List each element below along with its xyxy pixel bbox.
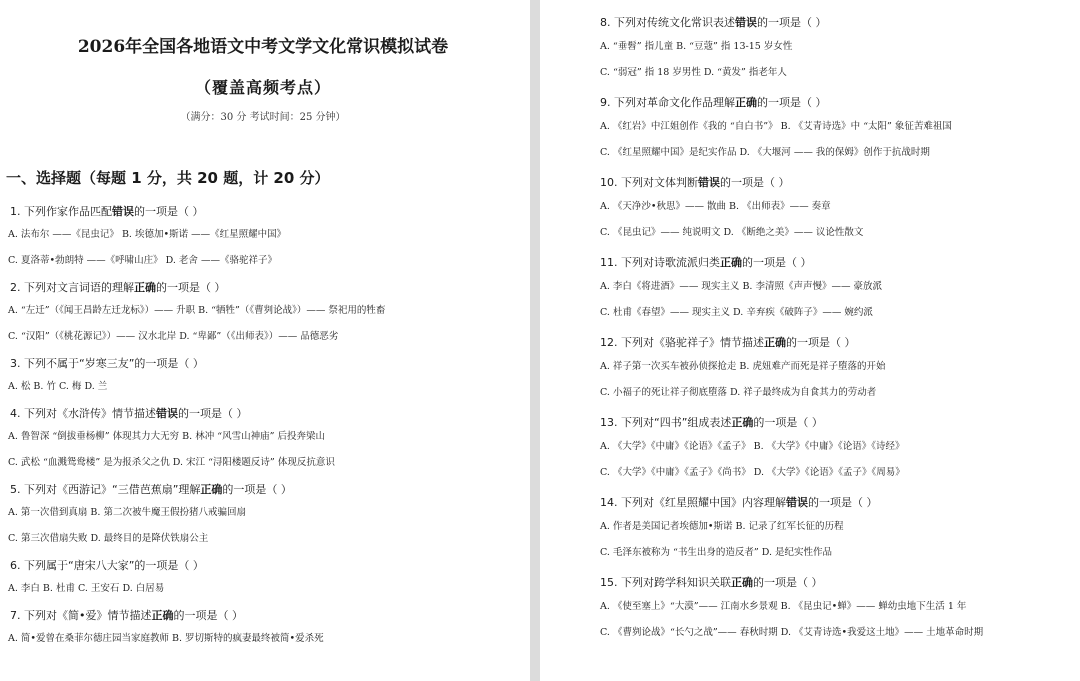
question-stem-tail: 的一项是（ ）	[134, 205, 204, 218]
question-keyword: 错误	[735, 16, 757, 29]
question-keyword: 正确	[731, 576, 753, 589]
question-stem	[600, 332, 1070, 354]
exam-title: 2026年全国各地语文中考文学文化常识模拟试卷	[77, 37, 449, 57]
question-option: A. 李白《将进酒》—— 现实主义 B. 李清照《声声慢》—— 豪放派	[600, 281, 882, 292]
question-stem-text: 6. 下列属于“唐宋八大家”的一项是（ ）	[10, 559, 204, 572]
question-stem-tail: 的一项是（ ）	[808, 496, 878, 509]
question-option	[600, 0, 1070, 6]
question-option: A. 《红岩》中江姐创作《我的 “自白书”》 B. 《艾青诗选》中 “太阳” 象征苦难祖国	[600, 121, 952, 132]
question-option: C. 《昆虫记》—— 纯说明文 D. 《断绝之美》—— 议论性散文	[600, 227, 864, 238]
question-option: A. 简•爱曾在桑菲尔德庄园当家庭教师 B. 罗切斯特的疯妻最终被简•爱杀死	[8, 633, 324, 644]
question-option: C. 《红星照耀中国》是纪实作品 D. 《大堰河 —— 我的保姆》创作于抗战时期	[600, 147, 930, 158]
question-option: C. 毛泽东被称为 “书生出身的造反者” D. 是纪实性作品	[600, 547, 833, 558]
page-right	[540, 0, 1080, 681]
question-stem-tail: 的一项是（ ）	[757, 16, 827, 29]
question-option: A. 松 B. 竹 C. 梅 D. 兰	[8, 381, 108, 392]
question-keyword: 错误	[112, 205, 134, 218]
question-stem	[6, 202, 520, 222]
question-stem	[600, 12, 1070, 34]
exam-subtitle: （覆盖高频考点）	[194, 78, 331, 97]
question-keyword: 错误	[698, 176, 720, 189]
question-stem	[600, 492, 1070, 514]
question-keyword: 正确	[720, 256, 742, 269]
question-keyword: 正确	[151, 609, 174, 622]
question-keyword: 正确	[134, 281, 156, 294]
question-stem	[6, 606, 520, 626]
question-stem	[6, 278, 520, 298]
question-list-right	[600, 0, 1070, 646]
question-option: A. “左迁”（《闻王昌龄左迁龙标》）—— 升职 B. “牺牲”（《曹刿论战》）—— 祭祀用的牲畜	[8, 305, 386, 316]
question-option: A. 《大学》《中庸》《论语》《孟子》 B. 《大学》《中庸》《论语》《诗经》	[600, 441, 905, 452]
question-keyword: 正确	[731, 416, 754, 429]
question-keyword: 错误	[786, 496, 808, 509]
question-option: C. “弱冠” 指 18 岁男性 D. “黄发” 指老年人	[600, 67, 787, 78]
question-stem-tail: 的一项是（ ）	[757, 96, 827, 109]
question-option: A. 法布尔 ——《昆虫记》 B. 埃德加•斯诺 ——《红星照耀中国》	[8, 229, 287, 240]
question-option: C. 小福子的死让祥子彻底堕落 D. 祥子最终成为自食其力的劳动者	[600, 387, 877, 398]
question-option: A. 鲁智深 “倒拔垂杨柳” 体现其力大无穷 B. 林冲 “风雪山神庙” 后投奔梁山	[8, 431, 325, 442]
question-stem-text: 1. 下列作家作品匹配	[10, 205, 112, 218]
question-option: A. 第一次借到真扇 B. 第二次被牛魔王假扮猪八戒骗回扇	[8, 507, 246, 518]
question-stem-tail: 的一项是（ ）	[156, 281, 226, 294]
question-stem-text: 13. 下列对“四书”组成表述	[600, 416, 732, 429]
question-option: C. 武松 “血溅鸳鸯楼” 是为报杀父之仇 D. 宋江 “浔阳楼题反诗” 体现反抗意识	[8, 457, 335, 468]
question-option: C. 夏洛蒂•勃朗特 ——《呼啸山庄》 D. 老舍 ——《骆驼祥子》	[8, 255, 277, 266]
page-gap	[530, 0, 540, 681]
question-stem	[600, 92, 1070, 114]
question-stem-text: 8. 下列对传统文化常识表述	[600, 16, 735, 29]
question-option: A. 《使至塞上》“大漠”—— 江南水乡景观 B. 《昆虫记•蝉》—— 蝉幼虫地下生活 1 年	[600, 601, 967, 612]
question-option: A. 《天净沙•秋思》—— 散曲 B. 《出师表》—— 奏章	[600, 201, 831, 212]
question-option: A. 祥子第一次买车被孙侦探抢走 B. 虎妞难产而死是祥子堕落的开始	[600, 361, 886, 372]
question-stem-text: 14. 下列对《红星照耀中国》内容理解	[600, 496, 786, 509]
page-left	[0, 0, 530, 681]
question-stem-text: 12. 下列对《骆驼祥子》情节描述	[600, 336, 764, 349]
question-stem-text: 2. 下列对文言词语的理解	[10, 281, 134, 294]
question-stem	[6, 480, 520, 500]
question-stem-tail: 的一项是（ ）	[742, 256, 812, 269]
question-stem	[6, 556, 520, 576]
question-stem-text: 10. 下列对文体判断	[600, 176, 698, 189]
question-stem	[600, 572, 1070, 594]
question-stem	[600, 252, 1070, 274]
question-stem-text: 5. 下列对《西游记》“三借芭蕉扇”理解	[10, 483, 201, 496]
question-stem-tail: 的一项是（ ）	[178, 407, 248, 420]
question-option: C. 第三次借扇失败 D. 最终目的是降伏铁扇公主	[8, 533, 209, 544]
question-stem-tail: 的一项是（ ）	[720, 176, 790, 189]
question-keyword: 正确	[200, 483, 223, 496]
question-stem-tail: 的一项是（ ）	[173, 609, 243, 622]
question-stem-text: 3. 下列不属于“岁寒三友”的一项是（ ）	[10, 357, 204, 370]
question-option: C. 《大学》《中庸》《孟子》《尚书》 D. 《大学》《论语》《孟子》《周易》	[600, 467, 905, 478]
question-stem	[600, 412, 1070, 434]
question-stem-text: 4. 下列对《水浒传》情节描述	[10, 407, 156, 420]
question-keyword: 正确	[735, 96, 757, 109]
question-option: C. 杜甫《春望》—— 现实主义 D. 辛弃疾《破阵子》—— 婉约派	[600, 307, 873, 318]
question-stem	[6, 354, 520, 374]
question-stem	[6, 404, 520, 424]
question-option: C. 《曹刿论战》“长勺之战”—— 春秋时期 D. 《艾青诗选•我爱这土地》—— 土地革命时期	[600, 627, 984, 638]
section-heading: 一、选择题（每题 1 分，共 20 题，计 20 分）	[6, 169, 330, 187]
exam-meta: （满分：30 分 考试时间：25 分钟）	[180, 112, 346, 123]
question-stem-tail: 的一项是（ ）	[753, 576, 823, 589]
question-keyword: 错误	[156, 407, 178, 420]
question-stem-text: 15. 下列对跨学科知识关联	[600, 576, 731, 589]
question-option: A. 李白 B. 杜甫 C. 王安石 D. 白居易	[8, 583, 165, 594]
question-stem-text: 11. 下列对诗歌流派归类	[600, 256, 720, 269]
question-stem-tail: 的一项是（ ）	[222, 483, 292, 496]
question-option: A. “垂髫” 指儿童 B. “豆蔻” 指 13-15 岁女性	[600, 41, 793, 52]
question-stem-tail: 的一项是（ ）	[753, 416, 823, 429]
question-option: C. “汉阳”（《桃花源记》）—— 汉水北岸 D. “卑鄙”（《出师表》）—— 品德恶劣	[8, 331, 339, 342]
question-stem-text: 9. 下列对革命文化作品理解	[600, 96, 735, 109]
question-keyword: 正确	[764, 336, 786, 349]
question-stem-tail: 的一项是（ ）	[786, 336, 856, 349]
question-stem	[600, 172, 1070, 194]
question-stem-text: 7. 下列对《简•爱》情节描述	[10, 609, 152, 622]
question-option: A. 作者是美国记者埃德加•斯诺 B. 记录了红军长征的历程	[600, 521, 844, 532]
question-list-left	[6, 202, 520, 652]
